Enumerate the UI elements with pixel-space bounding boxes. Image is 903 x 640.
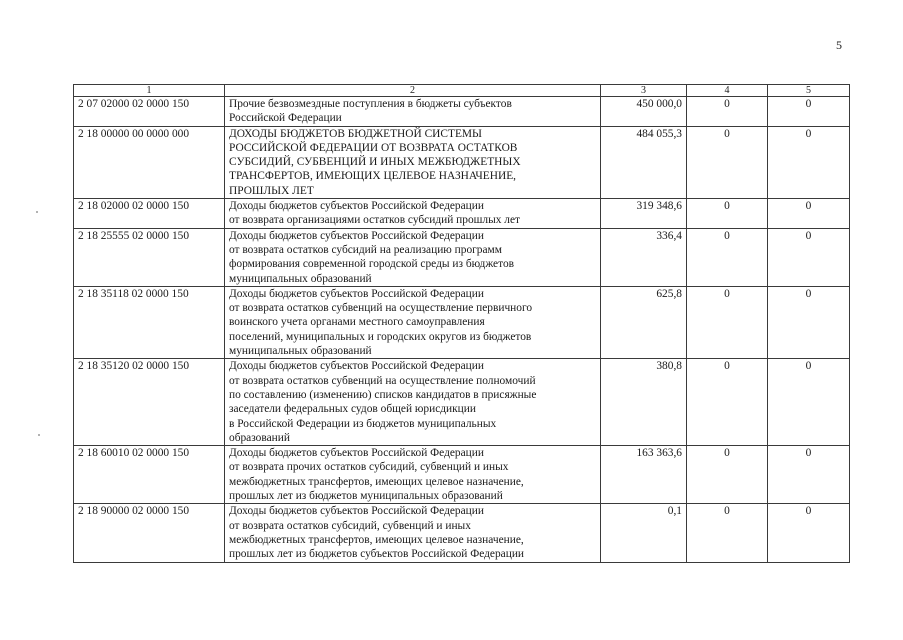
cell-col4: 0 [687, 228, 768, 286]
header-cell-4: 4 [687, 85, 768, 97]
cell-name-line: РОССИЙСКОЙ ФЕДЕРАЦИИ ОТ ВОЗВРАТА ОСТАТКОВ [229, 141, 518, 154]
cell-col5: 0 [768, 97, 850, 127]
cell-name-line: Доходы бюджетов субъектов Российской Федерации [229, 360, 484, 373]
cell-col4: 0 [687, 286, 768, 358]
cell-name-line: от возврата прочих остатков субсидий, субвенций и иных [229, 461, 509, 474]
cell-code: 2 18 35118 02 0000 150 [74, 286, 225, 358]
header-cell-3: 3 [601, 85, 687, 97]
cell-name [225, 446, 601, 504]
cell-col4: 0 [687, 446, 768, 504]
cell-col5: 0 [768, 359, 850, 446]
cell-name-line: ПРОШЛЫХ ЛЕТ [229, 184, 314, 197]
cell-col5: 0 [768, 504, 850, 562]
cell-name-line: от возврата остатков субвенций на осуществление полномочий [229, 374, 536, 387]
table-row [74, 446, 850, 504]
cell-name [225, 199, 601, 229]
cell-name-line: Прочие безвозмездные поступления в бюджеты субъектов [229, 98, 512, 110]
cell-name-line: образований [229, 431, 290, 444]
cell-name-line: межбюджетных трансфертов, имеющих целевое назначение, [229, 533, 524, 546]
cell-name-line: от возврата остатков субвенций на осуществление первичного [229, 302, 533, 315]
cell-amount: 625,8 [601, 286, 687, 358]
cell-name-line: прошлых лет из бюджетов муниципальных образований [229, 490, 503, 503]
cell-col5: 0 [768, 228, 850, 286]
cell-col5: 0 [768, 126, 850, 198]
cell-name-line: муниципальных образований [229, 272, 372, 285]
cell-name-line: Доходы бюджетов субъектов Российской Федерации [229, 505, 484, 518]
cell-name-line: по составлению (изменению) списков кандидатов в присяжные [229, 388, 537, 401]
cell-code: 2 18 02000 02 0000 150 [74, 199, 225, 229]
cell-code: 2 18 25555 02 0000 150 [74, 228, 225, 286]
cell-name-line: Доходы бюджетов субъектов Российской Федерации [229, 229, 484, 242]
cell-name [225, 97, 601, 127]
cell-col4: 0 [687, 504, 768, 562]
cell-name-line: ДОХОДЫ БЮДЖЕТОВ БЮДЖЕТНОЙ СИСТЕМЫ [229, 127, 482, 140]
cell-code: 2 18 00000 00 0000 000 [74, 126, 225, 198]
header-cell-2: 2 [225, 85, 601, 97]
cell-col5: 0 [768, 199, 850, 229]
cell-name-line: межбюджетных трансфертов, имеющих целевое назначение, [229, 475, 524, 488]
cell-name-line: в Российской Федерации из бюджетов муниципальных [229, 417, 497, 430]
budget-table [73, 84, 850, 563]
cell-name-line: Доходы бюджетов субъектов Российской Федерации [229, 200, 484, 213]
header-cell-1: 1 [74, 85, 225, 97]
cell-name [225, 126, 601, 198]
cell-code: 2 18 35120 02 0000 150 [74, 359, 225, 446]
table-row [74, 359, 850, 446]
cell-col4: 0 [687, 359, 768, 446]
cell-col5: 0 [768, 286, 850, 358]
cell-name-line: от возврата остатков субсидий, субвенций и иных [229, 519, 471, 532]
table-row [74, 97, 850, 127]
header-cell-5: 5 [768, 85, 850, 97]
cell-name-line: ТРАНСФЕРТОВ, ИМЕЮЩИХ ЦЕЛЕВОЕ НАЗНАЧЕНИЕ, [229, 170, 517, 183]
cell-name-line: поселений, муниципальных и городских округов из бюджетов [229, 330, 532, 343]
cell-name-line: от возврата остатков субсидий на реализацию программ [229, 243, 502, 256]
page-number: 5 [836, 38, 842, 52]
cell-amount: 0,1 [601, 504, 687, 562]
cell-amount: 163 363,6 [601, 446, 687, 504]
table-row [74, 228, 850, 286]
cell-name-line: Доходы бюджетов субъектов Российской Федерации [229, 287, 484, 300]
cell-name [225, 286, 601, 358]
cell-col5: 0 [768, 446, 850, 504]
cell-name-line: заседатели федеральных судов общей юрисдикции [229, 403, 476, 416]
table-row [74, 504, 850, 562]
cell-col4: 0 [687, 97, 768, 127]
cell-code: 2 18 90000 02 0000 150 [74, 504, 225, 562]
table-body [74, 97, 850, 563]
cell-name [225, 228, 601, 286]
cell-name-line: прошлых лет из бюджетов субъектов Российской Федерации [229, 548, 525, 561]
table-row [74, 199, 850, 229]
cell-col4: 0 [687, 199, 768, 229]
cell-code: 2 18 60010 02 0000 150 [74, 446, 225, 504]
cell-name-line: от возврата организациями остатков субсидий прошлых лет [229, 214, 521, 227]
cell-name-line: Российской Федерации [229, 112, 342, 125]
cell-amount: 336,4 [601, 228, 687, 286]
cell-name-line: Доходы бюджетов субъектов Российской Федерации [229, 447, 484, 460]
cell-col4: 0 [687, 126, 768, 198]
cell-name-line: формирования современной городской среды из бюджетов [229, 258, 515, 271]
table-row [74, 126, 850, 198]
cell-amount: 380,8 [601, 359, 687, 446]
cell-code: 2 07 02000 02 0000 150 [74, 97, 225, 127]
cell-name [225, 359, 601, 446]
scan-speck [38, 434, 40, 436]
cell-name-line: муниципальных образований [229, 345, 372, 358]
cell-name [225, 504, 601, 562]
cell-amount: 484 055,3 [601, 126, 687, 198]
table-row [74, 286, 850, 358]
cell-amount: 450 000,0 [601, 97, 687, 127]
scan-speck [36, 211, 38, 213]
cell-amount: 319 348,6 [601, 199, 687, 229]
cell-name-line: воинского учета органами местного самоуправления [229, 316, 485, 329]
header-row [74, 85, 850, 97]
cell-name-line: СУБСИДИЙ, СУБВЕНЦИЙ И ИНЫХ МЕЖБЮДЖЕТНЫХ [229, 156, 521, 169]
